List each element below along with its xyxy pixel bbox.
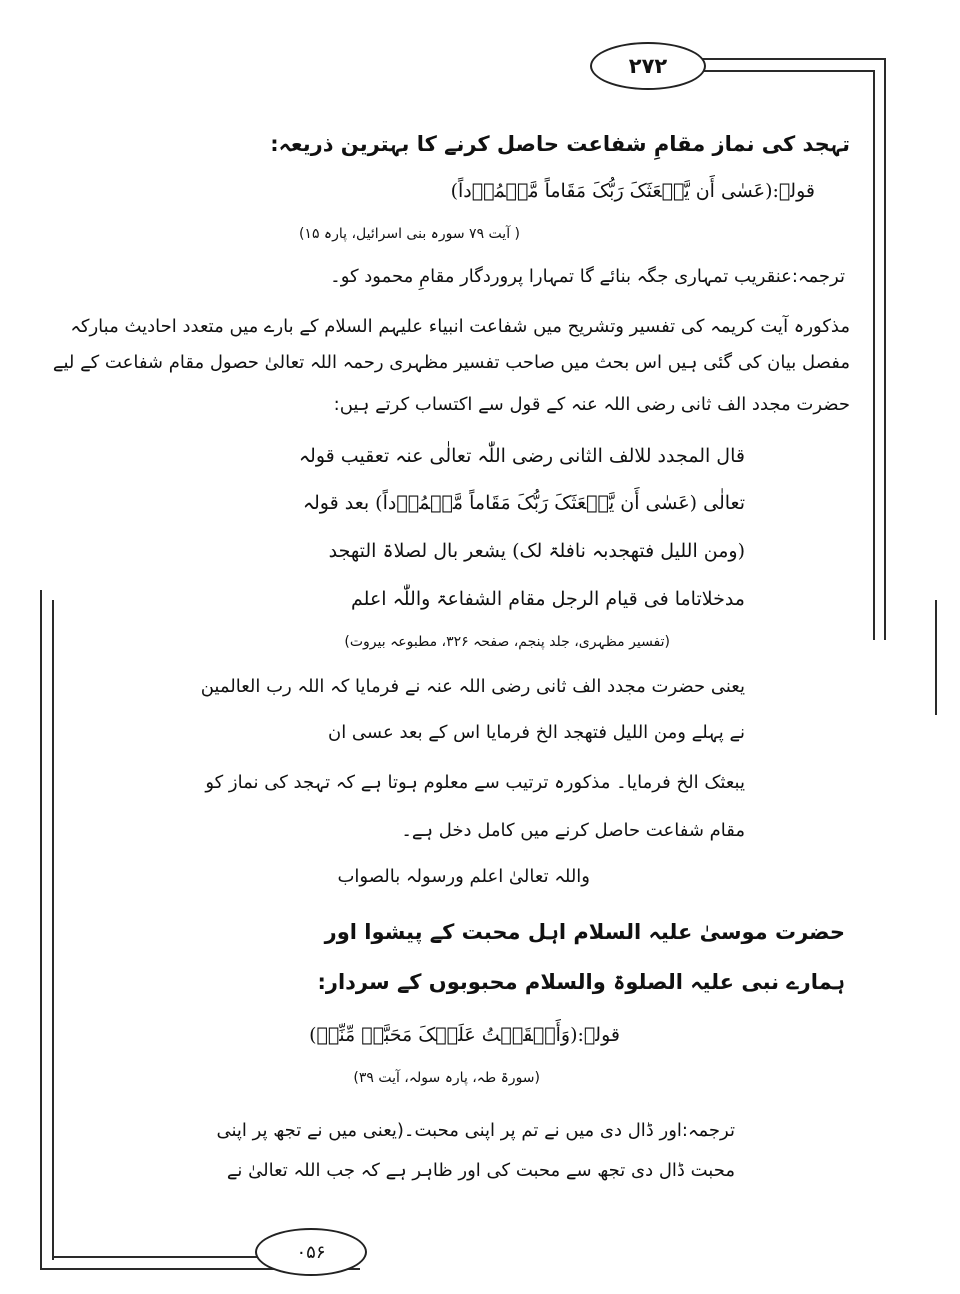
frame-right-lower-line xyxy=(935,600,937,715)
section2-verse: قولہ:(وَأَلۡقَیۡتُ عَلَیۡکَ مَحَبَّۃً مِّنِّیۡ) xyxy=(309,1024,620,1046)
section1-reference: ( آیت ۷۹ سورہ بنی اسرائیل، پارہ ۱۵) xyxy=(298,226,520,242)
top-page-number: ۲۷۲ xyxy=(628,54,668,78)
section1-para-line-1: مذکورہ آیت کریمہ کی تفسیر وتشریح میں شفاعت انبیاء علیہم السلام کے بارے میں متعدد احادیث مبارکہ xyxy=(70,316,850,337)
frame-left-inner-line xyxy=(52,600,54,1260)
bottom-page-number: ۰۵۶ xyxy=(296,1241,326,1263)
frame-right-inner-line xyxy=(873,70,875,640)
closing-line: واللہ تعالیٰ اعلم ورسولہ بالصواب xyxy=(337,866,590,887)
section2-reference: (سورۃ طہ، پارہ سولہ، آیت ۳۹) xyxy=(353,1070,540,1086)
section1-para-line-3: حضرت مجدد الف ثانی رضی اللہ عنہ کے قول سے اکتساب کرتے ہیں: xyxy=(333,394,850,415)
section1-para-line-2: مفصل بیان کی گئی ہیں اس بحث میں صاحب تفسیر مظہری رحمہ اللہ تعالیٰ حصول مقام شفاعت کے لیے xyxy=(52,352,850,373)
top-page-number-oval xyxy=(590,42,706,90)
explanation-line-2: نے پہلے ومن اللیل فتھجد الخ فرمایا اس کے بعد عسی ان xyxy=(327,722,745,743)
arabic-quote-line-2: تعالٰی (عَسٰی أَن یَّبۡعَثَکَ رَبُّکَ مَقَاماً مَّحۡمُوۡداً) بعد قولہ xyxy=(302,492,745,514)
explanation-line-3: یبعثک الخ فرمایا۔ مذکورہ ترتیب سے معلوم ہوتا ہے کہ تہجد کی نماز کو xyxy=(205,772,745,793)
arabic-quote-line-4: مدخلاتاما فی قیام الرجل مقام الشفاعۃ واللّٰہ اعلم xyxy=(351,588,745,610)
arabic-quote-reference: (تفسیر مظہری، جلد پنجم، صفحہ ۳۲۶، مطبوعہ بیروت) xyxy=(344,634,670,650)
section2-translation-line-2: محبت ڈال دی تجھ سے محبت کی اور ظاہر ہے کہ جب اللہ تعالیٰ نے xyxy=(226,1160,735,1181)
frame-right-outer-line xyxy=(884,58,886,640)
arabic-quote-line-1: قال المجدد للالف الثانی رضی اللّٰہ تعالٰی عنہ تعقیب قولہ xyxy=(298,445,745,467)
frame-top-line xyxy=(695,58,885,60)
section2-heading-line-1: حضرت موسیٰ علیہ السلام اہل محبت کے پیشوا اور xyxy=(324,920,845,944)
section1-verse: قولہ:(عَسٰی أَن یَّبۡعَثَکَ رَبُّکَ مَقَاماً مَّحۡمُوۡداً) xyxy=(450,180,815,202)
section1-translation: ترجمہ:عنقریب تمہاری جگہ بنائے گا تمہارا پروردگار مقامِ محمود کو۔ xyxy=(330,266,845,287)
arabic-quote-line-3: (ومن اللیل فتھجدبہ نافلۃ لک) یشعر بال لصلاۃ التھجد xyxy=(328,540,745,562)
section2-heading-line-2: ہمارے نبی علیہ الصلوۃ والسلام محبوبوں کے سردار: xyxy=(317,970,845,994)
bottom-page-number-oval xyxy=(255,1228,367,1276)
explanation-line-4: مقام شفاعت حاصل کرنے میں کامل دخل ہے۔ xyxy=(401,820,745,841)
explanation-line-1: یعنی حضرت مجدد الف ثانی رضی اللہ عنہ نے فرمایا کہ اللہ رب العالمین xyxy=(200,676,745,697)
section2-translation-line-1: ترجمہ:اور ڈال دی میں نے تم پر اپنی محبت۔(یعنی میں نے تجھ پر اپنی xyxy=(216,1120,735,1141)
frame-left-outer-line xyxy=(40,590,42,1270)
section1-heading: تہجد کی نماز مقامِ شفاعت حاصل کرنے کا بہترین ذریعہ: xyxy=(270,132,850,156)
frame-top-line-inner xyxy=(700,70,875,72)
